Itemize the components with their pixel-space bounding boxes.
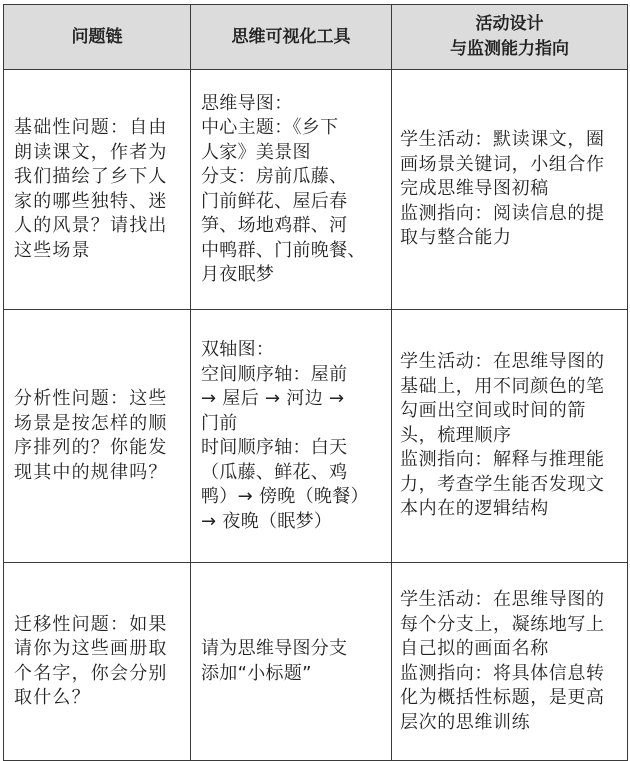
question-cell: [4, 563, 191, 761]
monitor-text: 监测指向：阅读信息的提取与整合能力: [400, 202, 605, 249]
tool-line: 添加“小标题”: [201, 662, 312, 684]
table-row: [4, 310, 628, 563]
question-text: 迁移性问题：如果请你为这些画册取个名字，你会分别取什么？: [14, 613, 168, 708]
tool-line: → 夜晚（眠梦）: [201, 510, 333, 532]
activity-cell: [392, 70, 628, 310]
tool-line: 双轴图：: [201, 339, 275, 360]
tool-line: 鸭）→ 傍晚（晚餐）: [201, 486, 369, 507]
tool-line: 笋、场地鸡群、河: [201, 215, 348, 236]
header-question-chain-label: 问题链: [71, 26, 123, 47]
header-row: [4, 5, 628, 70]
question-text: 基础性问题：自由朗读课文，作者为我们描绘了乡下人家的哪些独特、迷人的风景？请找出这些场景: [14, 117, 168, 261]
header-activity-line2: 与监测能力指向: [450, 39, 569, 59]
tool-line: 空间顺序轴：屋前: [201, 363, 348, 385]
tool-line: 门前: [201, 412, 238, 434]
question-cell: [4, 70, 191, 310]
activity-cell: [392, 310, 628, 563]
tool-line: 中鸭群、门前晚餐、: [201, 239, 366, 261]
tool-line: 时间顺序轴：白天: [201, 437, 348, 458]
header-visual-tool-label: 思维可视化工具: [231, 26, 351, 47]
question-chain-table: [3, 4, 628, 761]
monitor-text: 监测指向：解释与推理能力，考查学生能否发现文本内在的逻辑结构: [400, 449, 605, 520]
tool-line: → 屋后 → 河边 →: [201, 388, 345, 409]
activity-cell: [392, 563, 628, 761]
table-row: [4, 563, 628, 761]
tool-line: 人家》美景图: [201, 141, 311, 163]
table-body: [4, 70, 628, 761]
header-activity-line1: 活动设计: [475, 14, 544, 34]
table-row: [4, 70, 628, 310]
tool-cell: [191, 563, 392, 761]
header-visual-tool: [191, 5, 392, 70]
table-header: [4, 5, 628, 70]
header-activity-monitor: [392, 5, 628, 70]
header-question-chain: [4, 5, 191, 70]
tool-line: 门前鲜花、屋后春: [201, 190, 348, 212]
activity-text: 学生活动：在思维导图的基础上，用不同颜色的笔勾画出空间或时间的箭头，梳理顺序: [400, 351, 605, 446]
tool-line: （瓜藤、鲜花、鸡: [201, 461, 348, 483]
question-cell: [4, 310, 191, 563]
question-text: 分析性问题：这些场景是按怎样的顺序排列的？你能发现其中的规律吗？: [14, 388, 168, 483]
tool-line: 中心主题：《乡下: [201, 117, 339, 138]
tool-line: 思维导图：: [201, 92, 293, 114]
activity-text: 学生活动：默读课文，圈画场景关键词，小组合作完成思维导图初稿: [400, 129, 605, 200]
tool-cell: [191, 70, 392, 310]
monitor-text: 监测指向：将具体信息转化为概括性标题，是更高层次的思维训练: [400, 662, 605, 733]
tool-cell: [191, 310, 392, 563]
activity-text: 学生活动：在思维导图的每个分支上，凝练地写上自己拟的画面名称: [400, 589, 605, 659]
tool-line: 月夜眠梦: [201, 264, 275, 285]
tool-line: 分支：房前瓜藤、: [201, 166, 348, 187]
tool-line: 请为思维导图分支: [201, 638, 348, 659]
